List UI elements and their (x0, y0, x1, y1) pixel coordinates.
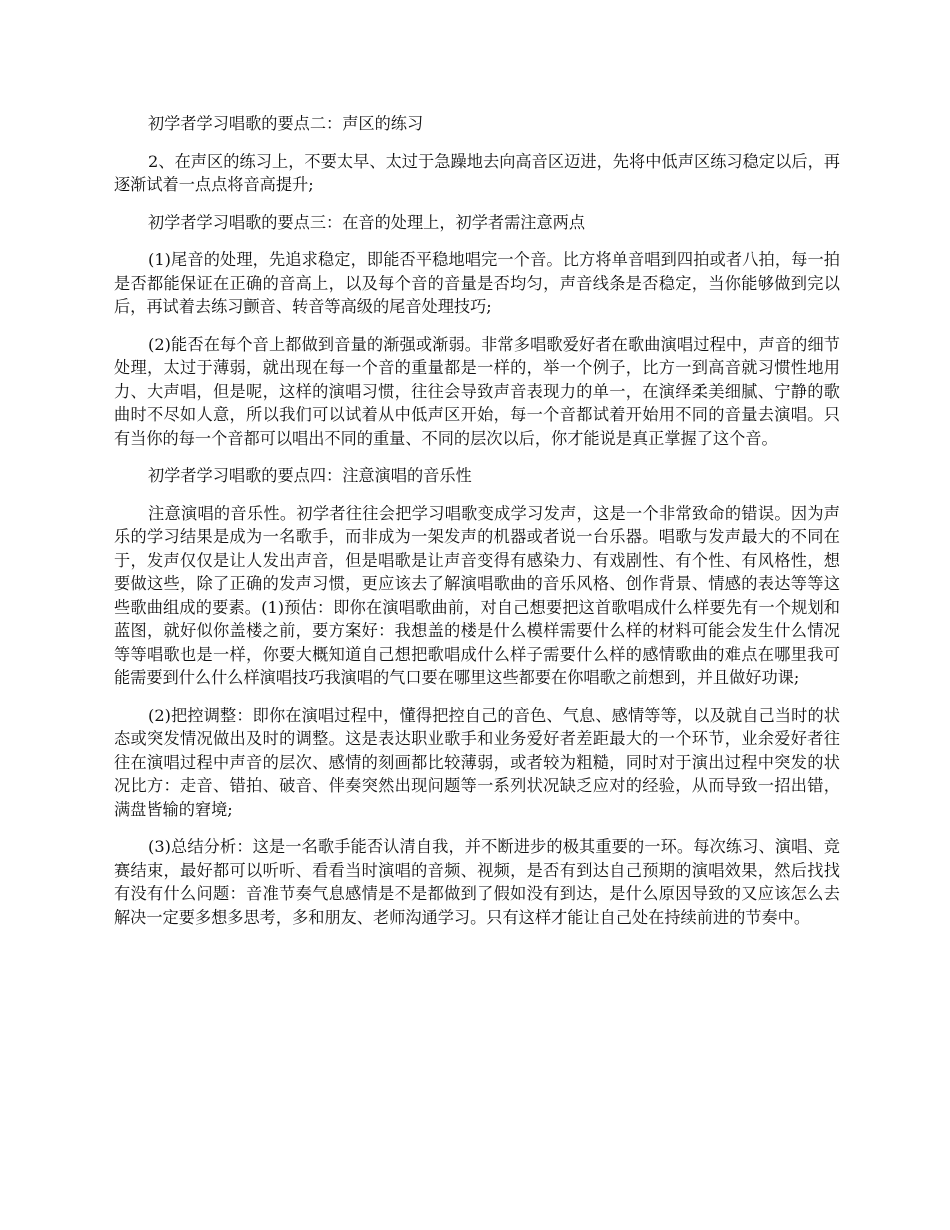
document-page (114, 112, 840, 943)
paragraph-volume-dynamics: (2)能否在每个音上都做到音量的渐强或渐弱。非常多唱歌爱好者在歌曲演唱过程中，声音的细节处理，太过于薄弱，就出现在每一个音的重量都是一样的，举一个例子，比方一到高音就习惯性地用力、大声唱，但是呢，这样的演唱习惯，往往会导致声音表现力的单一，在演绎柔美细腻、宁静的歌曲时不尽如人意，所以我们可以试着从中低声区开始，每一个音都试着开始用不同的音量去演唱。只有当你的每一个音都可以唱出不同的重量、不同的层次以后，你才能说是真正掌握了这个音。 (114, 334, 840, 448)
paragraph-voice-range: 2、在声区的练习上，不要太早、太过于急躁地去向高音区迈进，先将中低声区练习稳定以后，再逐渐试着一点点将音高提升; (114, 151, 840, 194)
paragraph-musicality: 注意演唱的音乐性。初学者往往会把学习唱歌变成学习发声，这是一个非常致命的错误。因为声乐的学习结果是成为一名歌手，而非成为一架发声的机器或者说一台乐器。唱歌与发声最大的不同在于，发声仅仅是让人发出声音，但是唱歌是让声音变得有感染力、有戏剧性、有个性、有风格性，想要做这些，除了正确的发声习惯，更应该去了解演唱歌曲的音乐风格、创作背景、情感的表达等等这些歌曲组成的要素。(1)预估：即你在演唱歌曲前，对自己想要把这首歌唱成什么样要先有一个规划和蓝图，就好似你盖楼之前，要方案好：我想盖的楼是什么模样需要什么样的材料可能会发生什么情况等等唱歌也是一样，你要大概知道自己想把歌唱成什么样子需要什么样的感情歌曲的难点在哪里我可能需要到什么什么样演唱技巧我演唱的气口要在哪里这些都要在你唱歌之前想到，并且做好功课; (114, 503, 840, 687)
paragraph-control-adjust: (2)把控调整：即你在演唱过程中，懂得把控自己的音色、气息、感情等等，以及就自己当时的状态或突发情况做出及时的调整。这是表达职业歌手和业务爱好者差距最大的一个环节，业余爱好者往往在演唱过程中声音的层次、感情的刻画都比较薄弱，或者较为粗糙，同时对于演出过程中突发的状况比方：走音、错拍、破音、伴奏突然出现问题等一系列状况缺乏应对的经验，从而导致一招出错，满盘皆输的窘境; (114, 705, 840, 819)
paragraph-ending-note: (1)尾音的处理，先追求稳定，即能否平稳地唱完一个音。比方将单音唱到四拍或者八拍，每一拍是否都能保证在正确的音高上，以及每个音的音量是否均匀，声音线条是否稳定，当你能够做到完以后，再试着去练习颤音、转音等高级的尾音处理技巧; (114, 250, 840, 316)
paragraph-summary-analysis: (3)总结分析：这是一名歌手能否认清自我，并不断进步的极其重要的一环。每次练习、演唱、竞赛结束，最好都可以听听、看看当时演唱的音频、视频，是否有到达自己预期的演唱效果，然后找找有没有什么问题：音准节奏气息感情是不是都做到了假如没有到达，是什么原因导致的又应该怎么去解决一定要多想多思考，多和朋友、老师沟通学习。只有这样才能让自己处在持续前进的节奏中。 (114, 837, 840, 927)
section-heading-3: 初学者学习唱歌的要点三：在音的处理上，初学者需注意两点 (148, 212, 586, 232)
section-heading-4: 初学者学习唱歌的要点四：注意演唱的音乐性 (148, 466, 472, 485)
section-heading-2: 初学者学习唱歌的要点二：声区的练习 (148, 114, 424, 133)
